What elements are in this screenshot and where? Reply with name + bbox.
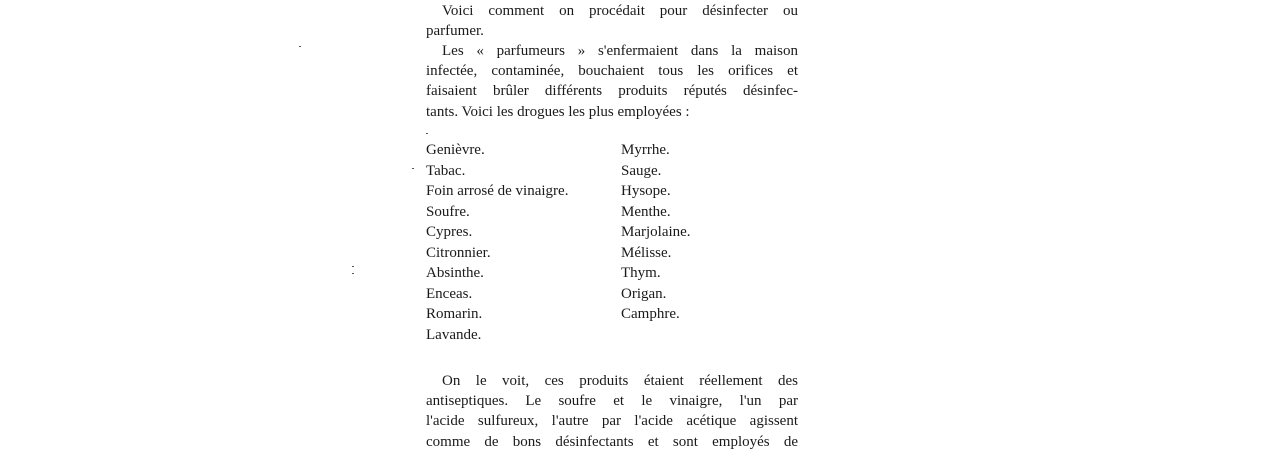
drug-item: Romarin.	[426, 306, 483, 322]
text-line: parfumer.	[426, 23, 484, 40]
drug-item: Genièvre.	[426, 142, 485, 158]
drug-item: Hysope.	[621, 183, 671, 199]
conclusion-paragraph	[426, 371, 798, 452]
text-line: Les « parfumeurs » s'enfermaient dans la maison	[442, 43, 798, 59]
scan-speck	[299, 46, 301, 47]
text-line: faisaient brûler différents produits réputés désinfec-	[426, 83, 798, 100]
intro-paragraph	[426, 1, 798, 41]
scan-speck	[426, 133, 428, 134]
drug-item: Myrrhe.	[621, 142, 670, 158]
document-page	[426, 0, 802, 452]
scan-speck	[412, 168, 414, 169]
text-line: Voici comment on procédait pour désinfecter ou	[442, 3, 798, 19]
drug-item: Marjolaine.	[621, 224, 691, 240]
drug-item: Foin arrosé de vinaigre.	[426, 183, 569, 199]
drug-item: Lavande.	[426, 326, 482, 343]
drug-item: Cypres.	[426, 224, 473, 240]
text-line: On le voit, ces produits étaient réellement des	[442, 373, 798, 389]
drug-item: Origan.	[621, 285, 667, 302]
drug-item: Enceas.	[426, 285, 473, 302]
text-line: l'acide sulfureux, l'autre par l'acide acétique agissent	[426, 413, 798, 430]
drug-item: Absinthe.	[426, 265, 484, 281]
drug-item: Sauge.	[621, 162, 662, 179]
drug-item: Thym.	[621, 265, 661, 281]
text-line: infectée, contaminée, bouchaient tous les orifices et	[426, 63, 798, 80]
drug-list-right-column	[621, 140, 691, 325]
scan-speck	[352, 273, 354, 274]
drug-item: Camphre.	[621, 306, 680, 322]
drug-item: Tabac.	[426, 162, 466, 179]
text-line: comme de bons désinfectants et sont employés de	[426, 433, 798, 450]
drug-item: Menthe.	[621, 203, 671, 220]
text-line: antiseptiques. Le soufre et le vinaigre, l'un par	[426, 393, 798, 410]
drug-item: Citronnier.	[426, 244, 491, 261]
drug-item: Mélisse.	[621, 244, 672, 261]
scan-speck	[352, 266, 354, 267]
perfumers-paragraph	[426, 41, 798, 122]
text-line: tants. Voici les drogues les plus employées :	[426, 103, 690, 120]
drug-item: Soufre.	[426, 203, 470, 220]
drug-list-left-column	[426, 140, 568, 345]
